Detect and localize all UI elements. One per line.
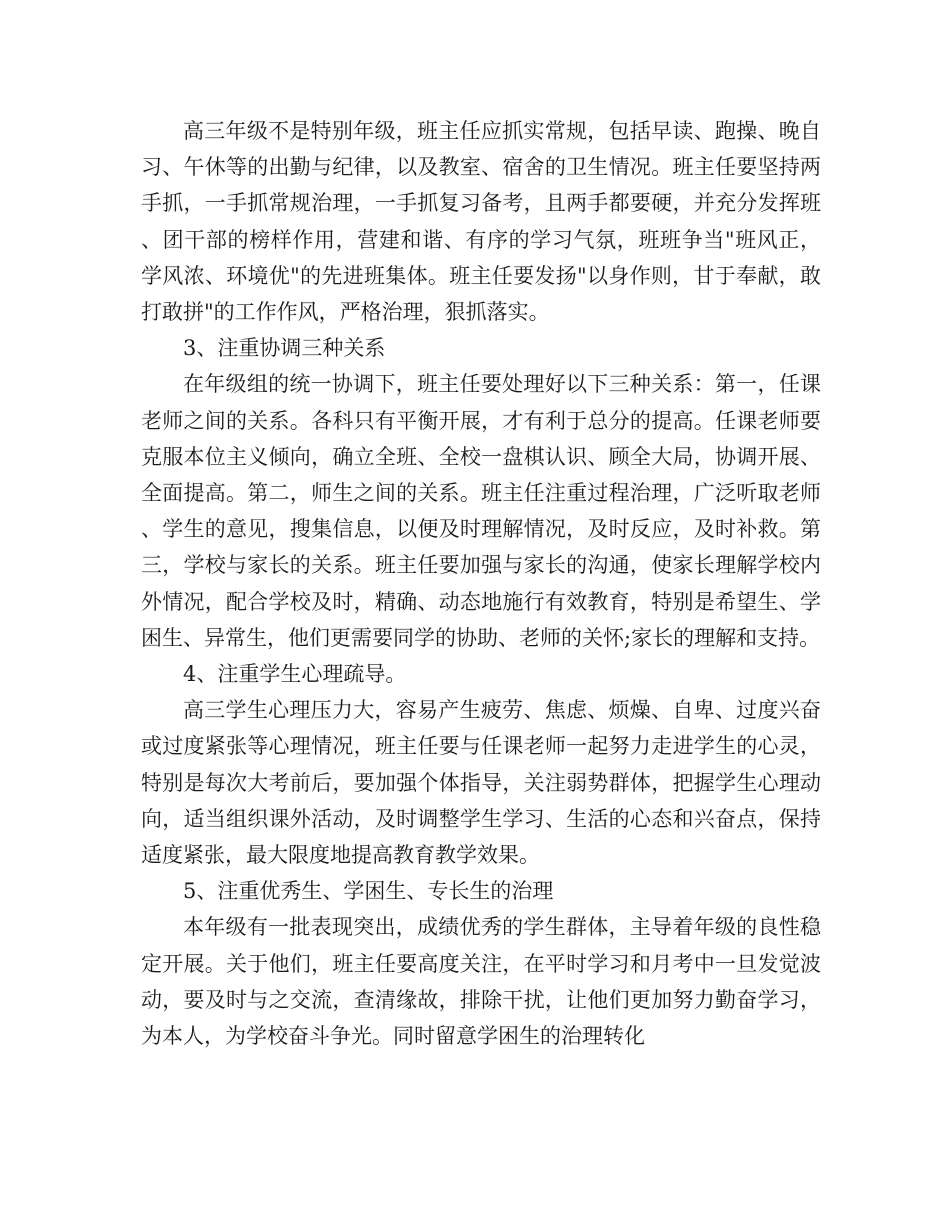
section-heading: 5、注重优秀生、学困生、专长生的治理 <box>183 879 554 904</box>
body-paragraph: 在年级组的统一协调下，班主任要处理好以下三种关系：第一，任课老师之间的关系。各科只有平衡开展，才有利于总分的提高。任课老师要克服本位主义倾向，确立全班、全校一盘棋认识、顾全大局，协调开展、全面提高。第二，师生之间的关系。班主任注重过程治理，广泛听取老师、学生的意见，搜集信息，以便及时理解情况，及时反应，及时补救。第三，学校与家长的关系。班主任要加强与家长的沟通，使家长理解学校内外情况，配合学校及时，精确、动态地施行有效教育，特别是希望生、学困生、异常生，他们更需要同学的协助、老师的关怀;家长的理解和支持。 <box>141 372 821 650</box>
section-heading: 3、注重协调三种关系 <box>183 336 386 361</box>
body-paragraph: 高三年级不是特别年级，班主任应抓实常规，包括早读、跑操、晚自习、午休等的出勤与纪律，以及教室、宿舍的卫生情况。班主任要坚持两手抓，一手抓常规治理，一手抓复习备考，且两手都要硬，并充分发挥班、团干部的榜样作用，营建和谐、有序的学习气氛，班班争当"班风正，学风浓、环境优"的先进班集体。班主任要发扬"以身作则，甘于奉献，敢打敢拼"的工作作风，严格治理，狠抓落实。 <box>141 119 821 325</box>
document-body <box>141 113 821 1054</box>
body-paragraph: 高三学生心理压力大，容易产生疲劳、焦虑、烦燥、自卑、过度兴奋或过度紧张等心理情况，班主任要与任课老师一起努力走进学生的心灵，特别是每次大考前后，要加强个体指导，关注弱势群体，把握学生心理动向，适当组织课外活动，及时调整学生学习、生活的心态和兴奋点，保持适度紧张，最大限度地提高教育教学效果。 <box>141 698 821 868</box>
section-heading: 4、注重学生心理疏导。 <box>183 662 407 687</box>
body-paragraph: 本年级有一批表现突出，成绩优秀的学生群体，主导着年级的良性稳定开展。关于他们，班主任要高度关注，在平时学习和月考中一旦发觉波动，要及时与之交流，查清缘故，排除干扰，让他们更加努力勤奋学习，为本人，为学校奋斗争光。同时留意学困生的治理转化 <box>141 915 821 1049</box>
